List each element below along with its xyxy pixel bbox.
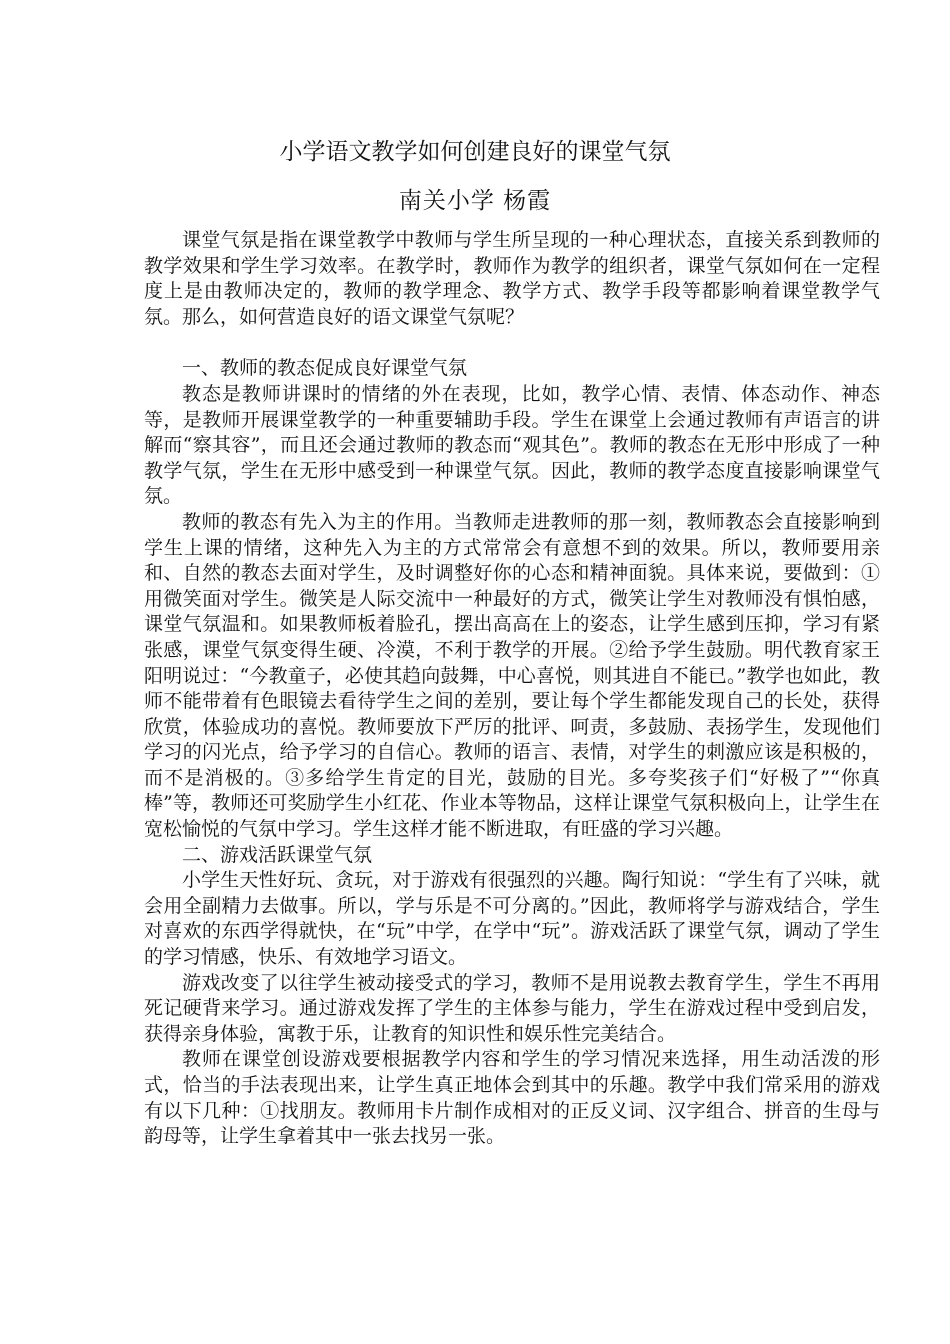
- section-heading: 一、教师的教态促成良好课堂气氛: [182, 357, 468, 380]
- body-paragraph: 教师的教态有先入为主的作用。当教师走进教师的那一刻，教师教态会直接影响到学生上课的情绪，这种先入为主的方式常常会有意想不到的效果。所以，教师要用亲和、自然的教态去面对学生，及时调整好你的心态和精神面貌。具体来说，要做到：①用微笑面对学生。微笑是人际交流中一种最好的方式，微笑让学生对教师没有惧怕感，课堂气氛温和。如果教师板着脸孔，摆出高高在上的姿态，让学生感到压抑，学习有紧张感，课堂气氛变得生硬、冷漠，不利于教学的开展。②给予学生鼓励。明代教育家王阳明说过：“今教童子，必使其趋向鼓舞，中心喜悦，则其进自不能已。”教学也如此，教师不能带着有色眼镜去看待学生之间的差别，要让每个学生都能发现自己的长处，获得欣赏，体验成功的喜悦。教师要放下严厉的批评、呵责，多鼓励、表扬学生，发现他们学习的闪光点，给予学习的自信心。教师的语言、表情，对学生的刺激应该是积极的，而不是消极的。③多给学生肯定的目光，鼓励的目光。多夸奖孩子们“好极了”“你真棒”等，教师还可奖励学生小红花、作业本等物品，这样让课堂气氛积极向上，让学生在宽松愉悦的气氛中学习。学生这样才能不断进取，有旺盛的学习兴趣。: [144, 510, 880, 841]
- body-paragraph: 教师在课堂创设游戏要根据教学内容和学生的学习情况来选择，用生动活泼的形式，恰当的手法表现出来，让学生真正地体会到其中的乐趣。教学中我们常采用的游戏有以下几种：①找朋友。教师用卡片制作成相对的正反义词、汉字组合、拼音的生母与韵母等，让学生拿着其中一张去找另一张。: [144, 1048, 880, 1148]
- body-paragraph: 游戏改变了以往学生被动接受式的学习，教师不是用说教去教育学生，学生不再用死记硬背来学习。通过游戏发挥了学生的主体参与能力，学生在游戏过程中受到启发，获得亲身体验，寓教于乐，让教育的知识性和娱乐性完美结合。: [144, 971, 880, 1045]
- document-body: [144, 228, 880, 1150]
- intro-paragraph: 课堂气氛是指在课堂教学中教师与学生所呈现的一种心理状态，直接关系到教师的教学效果和学生学习效率。在教学时，教师作为教学的组织者，课堂气氛如何在一定程度上是由教师决定的，教师的教学理念、教学方式、教学手段等都影响着课堂教学气氛。那么，如何营造良好的语文课堂气氛呢？: [144, 229, 880, 328]
- section-heading: 二、游戏活跃课堂气氛: [182, 843, 373, 866]
- body-paragraph: 小学生天性好玩、贪玩，对于游戏有很强烈的兴趣。陶行知说：“学生有了兴味，就会用全副精力去做事。所以，学与乐是不可分离的。”因此，教师将学与游戏结合，学生对喜欢的东西学得就快，在“玩”中学，在学中“玩”。游戏活跃了课堂气氛，调动了学生的学习情感，快乐、有效地学习语文。: [144, 869, 880, 969]
- body-paragraph: 教态是教师讲课时的情绪的外在表现，比如，教学心情、表情、体态动作、神态等，是教师开展课堂教学的一种重要辅助手段。学生在课堂上会通过教师有声语言的讲解而“察其容”，而且还会通过教师的教态而“观其色”。教师的教态在无形中形成了一种教学气氛，学生在无形中感受到一种课堂气氛。因此，教师的教学态度直接影响课堂气氛。: [144, 382, 880, 508]
- document-author: 南关小学 杨霞: [398, 188, 552, 214]
- document-title: 小学语文教学如何创建良好的课堂气氛: [279, 139, 671, 165]
- paragraph-gap: [144, 330, 880, 356]
